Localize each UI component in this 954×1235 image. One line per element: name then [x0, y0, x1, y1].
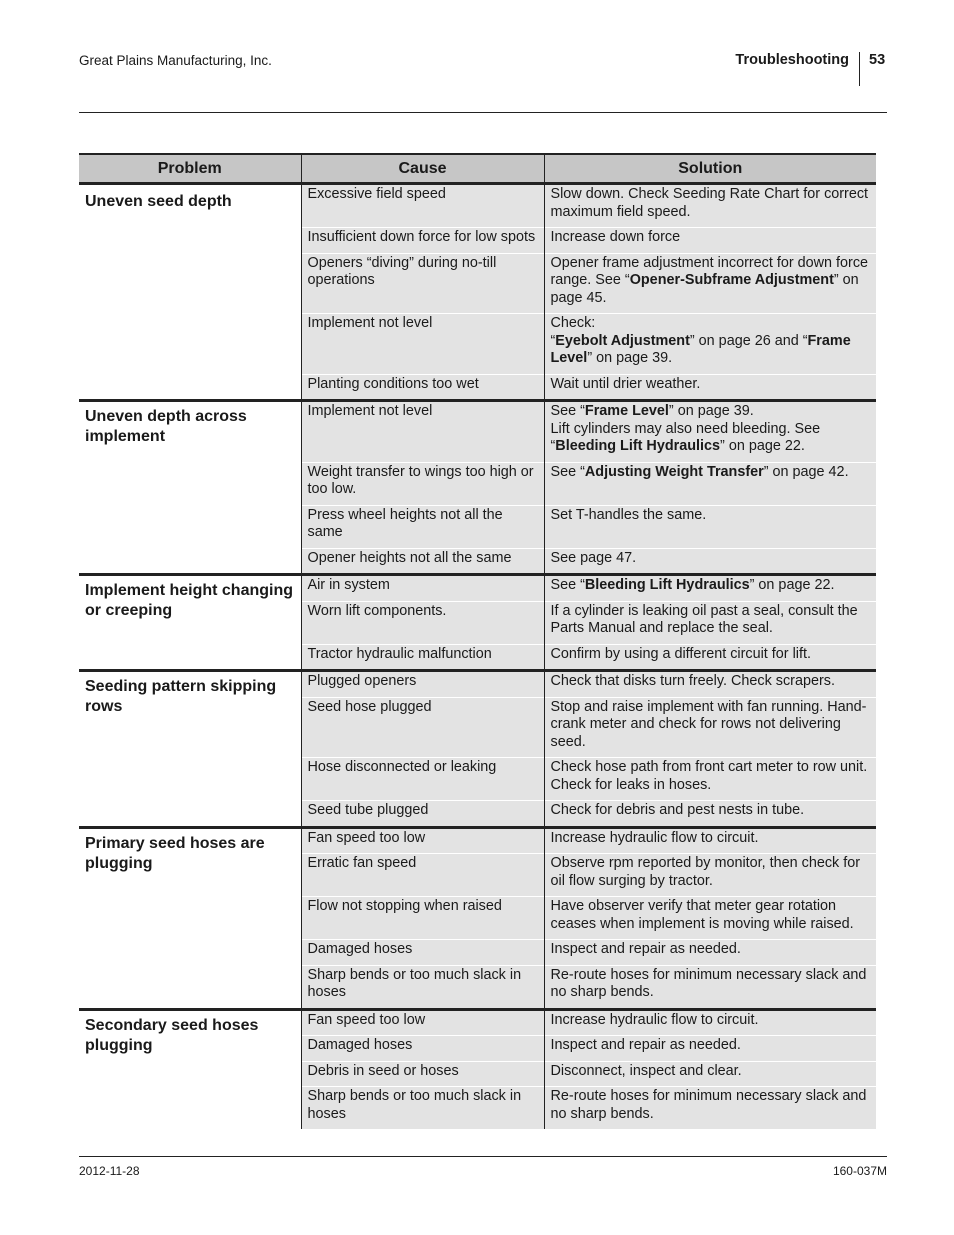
cause-cell: Hose disconnected or leaking: [301, 758, 544, 801]
solution-text: ” on page 22.: [749, 577, 835, 593]
solution-reference: Frame Level: [550, 332, 851, 366]
cause-cell: Openers “diving” during no-till operations: [301, 253, 544, 314]
cause-cell: Worn lift components.: [301, 601, 544, 644]
solution-text: “: [550, 332, 556, 349]
solution-cell: [544, 671, 876, 698]
solution-reference: Adjusting Weight Transfer: [584, 463, 764, 480]
solution-cell: [544, 1087, 876, 1130]
solution-cell: [544, 758, 876, 801]
page-number: 53: [869, 52, 886, 68]
cause-cell: Sharp bends or too much slack in hoses: [301, 1087, 544, 1130]
cause-cell: Air in system: [301, 575, 544, 602]
solution-text: Wait until drier weather.: [550, 375, 701, 392]
table-body: [79, 184, 876, 1130]
solution-cell: [544, 854, 876, 897]
solution-text: Set T-handles the same.: [550, 506, 707, 523]
cause-cell: Flow not stopping when raised: [301, 897, 544, 940]
column-header-cause: Cause: [301, 154, 544, 184]
solution-text: Re-route hoses for minimum necessary slack and no sharp bends.: [550, 1088, 867, 1122]
table-row: [79, 827, 876, 854]
cause-cell: Sharp bends or too much slack in hoses: [301, 965, 544, 1009]
problem-cell: Secondary seed hoses plugging: [79, 1009, 301, 1129]
solution-cell: [544, 827, 876, 854]
solution-text: Observe rpm reported by monitor, then check for oil flow surging by tractor.: [550, 855, 861, 889]
troubleshooting-table: [79, 153, 876, 1129]
solution-text: See page 47.: [550, 549, 637, 566]
solution-text: ” on page 22.: [720, 438, 805, 454]
solution-text: Opener frame adjustment incorrect for down force range. See “: [550, 254, 869, 288]
solution-cell: [544, 184, 876, 228]
cause-cell: Weight transfer to wings too high or too low.: [301, 462, 544, 505]
solution-cell: [544, 1009, 876, 1036]
solution-cell: [544, 965, 876, 1009]
solution-cell: [544, 314, 876, 375]
cause-cell: Damaged hoses: [301, 940, 544, 966]
solution-cell: [544, 801, 876, 828]
footer-rule: [79, 1156, 887, 1157]
problem-cell: Primary seed hoses are plugging: [79, 827, 301, 1009]
solution-cell: [544, 1061, 876, 1087]
solution-cell: [544, 1036, 876, 1062]
cause-cell: Press wheel heights not all the same: [301, 505, 544, 548]
solution-reference: Eyebolt Adjustment: [555, 332, 690, 349]
table-header-row: [79, 154, 876, 184]
cause-cell: Plugged openers: [301, 671, 544, 698]
solution-text: Increase hydraulic flow to circuit.: [550, 829, 759, 846]
solution-text: If a cylinder is leaking oil past a seal, consult the Parts Manual and replace the seal.: [550, 602, 858, 636]
problem-cell: Seeding pattern skipping rows: [79, 671, 301, 828]
solution-reference: Bleeding Lift Hydraulics: [555, 438, 721, 454]
cause-cell: Implement not level: [301, 314, 544, 375]
cause-cell: Debris in seed or hoses: [301, 1061, 544, 1087]
column-header-solution: Solution: [544, 154, 876, 184]
problem-cell: Uneven depth across implement: [79, 401, 301, 575]
solution-cell: [544, 940, 876, 966]
table-row: [79, 671, 876, 698]
solution-reference: Bleeding Lift Hydraulics: [584, 577, 750, 593]
cause-cell: Planting conditions too wet: [301, 374, 544, 401]
solution-text: Confirm by using a different circuit for lift.: [550, 645, 811, 662]
solution-text: See “: [550, 403, 585, 419]
header-divider: [859, 52, 860, 86]
cause-cell: Excessive field speed: [301, 184, 544, 228]
cause-cell: Fan speed too low: [301, 827, 544, 854]
solution-text: Increase hydraulic flow to circuit.: [550, 1011, 759, 1028]
solution-cell: [544, 228, 876, 254]
problem-cell: Implement height changing or creeping: [79, 575, 301, 671]
solution-reference: Frame Level: [584, 403, 669, 419]
column-header-problem: Problem: [79, 154, 301, 184]
solution-text: Inspect and repair as needed.: [550, 1037, 741, 1053]
footer-doc-code: 160-037M: [832, 1164, 887, 1178]
solution-text: Inspect and repair as needed.: [550, 941, 741, 957]
solution-text: Lift cylinders may also need bleeding. See “: [550, 420, 821, 454]
solution-cell: [544, 401, 876, 463]
table-row: [79, 1009, 876, 1036]
table-row: [79, 401, 876, 463]
header-rule: [79, 112, 887, 113]
solution-reference: Opener-Subframe Adjustment: [629, 272, 834, 288]
solution-text: Check that disks turn freely. Check scrapers.: [550, 673, 835, 689]
cause-cell: Seed hose plugged: [301, 697, 544, 758]
cause-cell: Tractor hydraulic malfunction: [301, 644, 544, 671]
solution-text: Check hose path from front cart meter to row unit. Check for leaks in hoses.: [550, 759, 868, 793]
solution-cell: [544, 548, 876, 575]
solution-cell: [544, 644, 876, 671]
cause-cell: Damaged hoses: [301, 1036, 544, 1062]
solution-text: ” on page 39.: [587, 350, 673, 366]
solution-cell: [544, 697, 876, 758]
solution-cell: [544, 601, 876, 644]
table-row: [79, 575, 876, 602]
solution-text: Stop and raise implement with fan running. Hand-crank meter and check for rows not delivering seed.: [550, 698, 867, 750]
solution-cell: [544, 374, 876, 401]
solution-text: Disconnect, inspect and clear.: [550, 1062, 742, 1079]
solution-text: See “: [550, 577, 585, 593]
solution-text: Increase down force: [550, 229, 681, 245]
footer-date: 2012-11-28: [79, 1164, 140, 1178]
solution-cell: [544, 462, 876, 505]
solution-text: Have observer verify that meter gear rotation ceases when implement is moving while raised.: [550, 898, 854, 932]
problem-cell: Uneven seed depth: [79, 184, 301, 401]
solution-text: Check for debris and pest nests in tube.: [550, 802, 805, 818]
solution-text: ” on page 26 and “: [689, 332, 808, 349]
solution-text: ” on page 39.: [668, 403, 754, 419]
solution-text: Slow down. Check Seeding Rate Chart for correct maximum field speed.: [550, 186, 869, 220]
company-name: Great Plains Manufacturing, Inc.: [79, 53, 272, 68]
solution-text: ” on page 42.: [763, 463, 849, 480]
solution-cell: [544, 505, 876, 548]
solution-text: ” on page 45.: [550, 272, 859, 306]
solution-text: Check:: [550, 315, 596, 331]
cause-cell: Insufficient down force for low spots: [301, 228, 544, 254]
cause-cell: Erratic fan speed: [301, 854, 544, 897]
cause-cell: Seed tube plugged: [301, 801, 544, 828]
solution-cell: [544, 575, 876, 602]
solution-text: See “: [550, 463, 585, 480]
cause-cell: Opener heights not all the same: [301, 548, 544, 575]
solution-cell: [544, 897, 876, 940]
section-title: Troubleshooting: [735, 52, 849, 68]
solution-text: Re-route hoses for minimum necessary slack and no sharp bends.: [550, 966, 867, 1000]
cause-cell: Implement not level: [301, 401, 544, 463]
table-row: [79, 184, 876, 228]
solution-cell: [544, 253, 876, 314]
cause-cell: Fan speed too low: [301, 1009, 544, 1036]
